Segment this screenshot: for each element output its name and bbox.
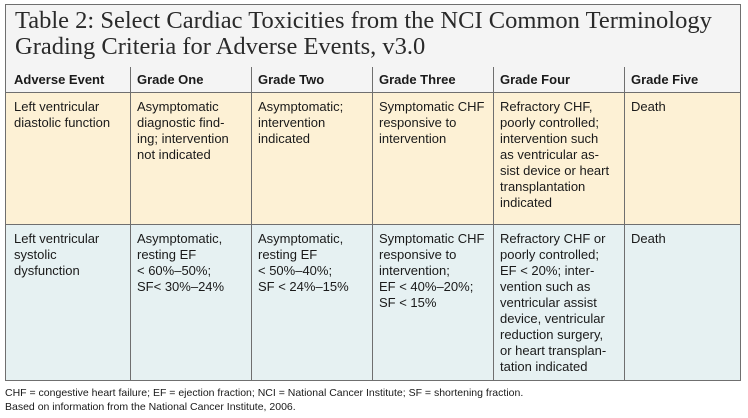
column-divider <box>130 67 131 380</box>
column-header-grade-one: Grade One <box>137 72 204 87</box>
column-header-grade-four: Grade Four <box>500 72 571 87</box>
cell-grade-four: Refractory CHF or poorly controlled; EF < 20%; inter- vention such as ventricular assist device, ventricular reduction surgery, or heart transplan- tation indicated <box>500 231 607 374</box>
cell-grade-one: Asymptomatic, resting EF < 60%–50%; SF< 30%–24% <box>137 231 225 294</box>
cell-grade-three: Symptomatic CHF responsive to intervention <box>379 99 485 146</box>
header-row <box>6 67 740 93</box>
column-divider <box>624 67 625 380</box>
cell-grade-two: Asymptomatic, resting EF < 50%–40%; SF < 24%–15% <box>258 231 349 294</box>
table-title: Table 2: Select Cardiac Toxicities from the NCI Common Terminology Grading Criteria for Adverse Events, v3.0 <box>15 7 712 60</box>
cell-grade-three: Symptomatic CHF responsive to intervention; EF < 40%–20%; SF < 15% <box>379 231 485 310</box>
cell-adverse-event: Left ventricular systolic dysfunction <box>14 231 100 278</box>
footnote-source: Based on information from the National Cancer Institute, 2006. <box>5 401 296 413</box>
cell-grade-two: Asymptomatic; intervention indicated <box>258 99 344 146</box>
cell-grade-five: Death <box>631 99 666 114</box>
table-frame <box>5 4 741 381</box>
table-row <box>6 93 740 225</box>
column-header-grade-three: Grade Three <box>379 72 456 87</box>
cell-adverse-event: Left ventricular diastolic function <box>14 99 111 130</box>
column-header-grade-two: Grade Two <box>258 72 325 87</box>
column-header-adverse-event: Adverse Event <box>14 72 105 87</box>
footnote-abbreviations: CHF = congestive heart failure; EF = ejection fraction; NCI = National Cancer Institute; SF = shortening fraction. <box>5 387 524 399</box>
cell-grade-five: Death <box>631 231 666 246</box>
column-divider <box>251 67 252 380</box>
column-divider <box>372 67 373 380</box>
table-row <box>6 225 740 380</box>
cell-grade-one: Asymptomatic diagnostic find- ing; intervention not indicated <box>137 99 229 162</box>
column-header-grade-five: Grade Five <box>631 72 699 87</box>
title-band <box>6 5 740 68</box>
cell-grade-four: Refractory CHF, poorly controlled; intervention such as ventricular as- sist device or heart transplantation indicated <box>500 99 610 210</box>
column-divider <box>493 67 494 380</box>
